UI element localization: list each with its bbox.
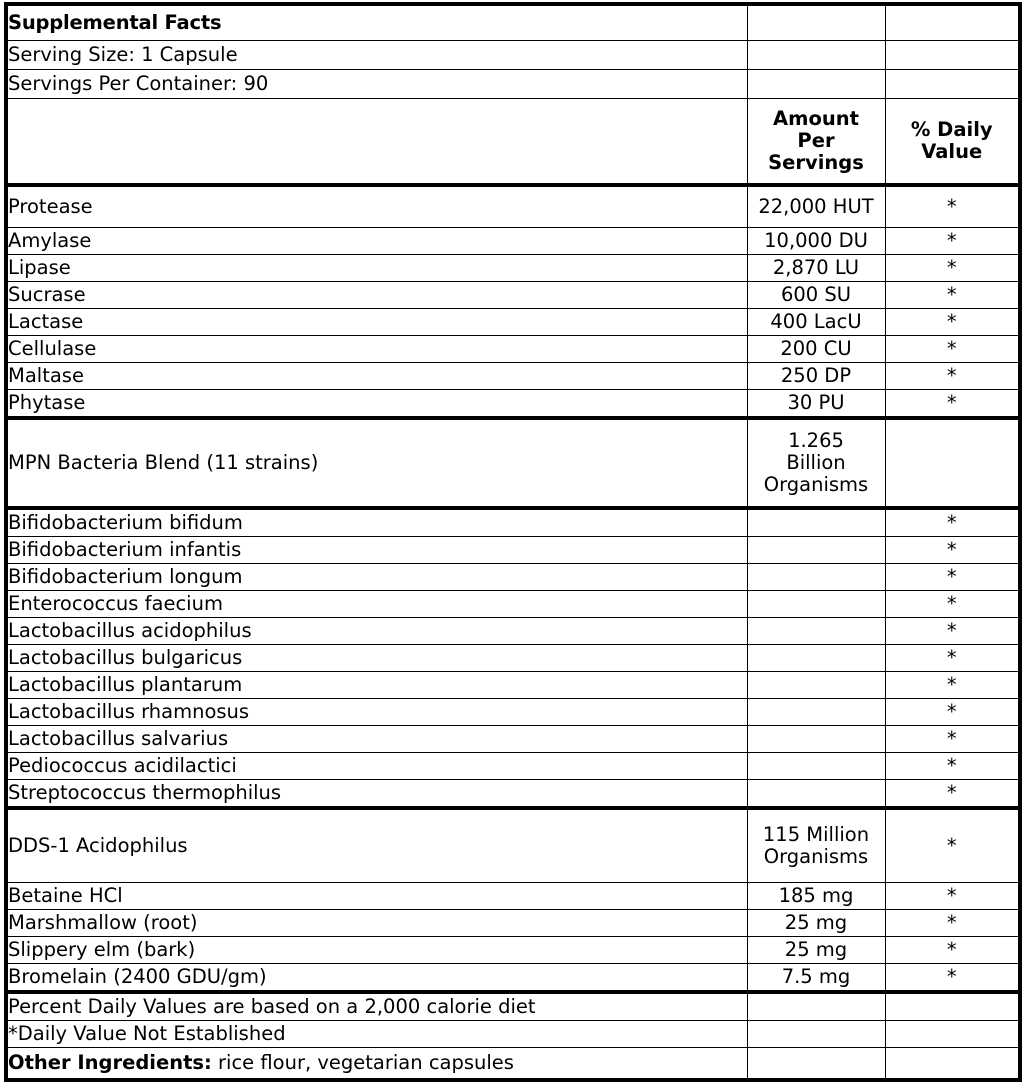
blend-amount bbox=[747, 418, 885, 508]
strain-name: Enterococcus faecium bbox=[6, 591, 747, 618]
serving-size-dv-blank bbox=[885, 41, 1020, 70]
strain-amount bbox=[747, 618, 885, 645]
other-ingredients-row bbox=[6, 1048, 1020, 1081]
ingredient-daily-value: * bbox=[885, 910, 1020, 937]
strain-daily-value: * bbox=[885, 591, 1020, 618]
column-header-row bbox=[6, 99, 1020, 186]
strain-name: Streptococcus thermophilus bbox=[6, 780, 747, 809]
strain-name: Lactobacillus bulgaricus bbox=[6, 645, 747, 672]
table-row bbox=[6, 699, 1020, 726]
title-amount-blank bbox=[747, 4, 885, 41]
table-row bbox=[6, 363, 1020, 390]
dds-daily-value: * bbox=[885, 808, 1020, 883]
table-row bbox=[6, 390, 1020, 419]
dds-amount-line1: 115 Million bbox=[762, 823, 870, 847]
ingredient-name: Maltase bbox=[6, 363, 747, 390]
ingredient-daily-value: * bbox=[885, 228, 1020, 255]
table-row bbox=[6, 282, 1020, 309]
strain-daily-value: * bbox=[885, 672, 1020, 699]
ingredient-name: Betaine HCl bbox=[6, 883, 747, 910]
strain-amount bbox=[747, 726, 885, 753]
table-body bbox=[6, 4, 1020, 1080]
ingredient-daily-value: * bbox=[885, 255, 1020, 282]
ingredient-amount: 10,000 DU bbox=[747, 228, 885, 255]
supplement-facts-table bbox=[4, 2, 1022, 1082]
table-row bbox=[6, 937, 1020, 964]
strain-name: Lactobacillus acidophilus bbox=[6, 618, 747, 645]
blend-row bbox=[6, 418, 1020, 508]
ingredient-name: Sucrase bbox=[6, 282, 747, 309]
ingredient-daily-value: * bbox=[885, 964, 1020, 993]
dds-name: DDS-1 Acidophilus bbox=[6, 808, 747, 883]
table-row bbox=[6, 780, 1020, 809]
serving-size-amount-blank bbox=[747, 41, 885, 70]
footnote-dv-blank bbox=[885, 992, 1020, 1021]
servings-dv-blank bbox=[885, 70, 1020, 99]
ingredient-daily-value: * bbox=[885, 185, 1020, 228]
table-row bbox=[6, 672, 1020, 699]
footnote-amount-blank bbox=[747, 992, 885, 1021]
ingredient-daily-value: * bbox=[885, 336, 1020, 363]
strain-daily-value: * bbox=[885, 753, 1020, 780]
ingredient-amount: 200 CU bbox=[747, 336, 885, 363]
table-row bbox=[6, 645, 1020, 672]
ingredient-amount: 7.5 mg bbox=[747, 964, 885, 993]
other-amount-blank bbox=[747, 1048, 885, 1081]
strain-daily-value: * bbox=[885, 645, 1020, 672]
ingredient-amount: 25 mg bbox=[747, 937, 885, 964]
footnote-row bbox=[6, 1021, 1020, 1048]
ingredient-name: Amylase bbox=[6, 228, 747, 255]
other-ingredients-value: rice flour, vegetarian capsules bbox=[211, 1051, 514, 1075]
table-row bbox=[6, 753, 1020, 780]
column-header-amount bbox=[747, 99, 885, 186]
column-header-dv-line1: % Daily bbox=[910, 118, 993, 142]
strain-amount bbox=[747, 780, 885, 809]
table-row bbox=[6, 564, 1020, 591]
dds-row bbox=[6, 808, 1020, 883]
page-title: Supplemental Facts bbox=[6, 4, 747, 41]
strain-amount bbox=[747, 753, 885, 780]
strain-amount bbox=[747, 699, 885, 726]
ingredient-amount: 600 SU bbox=[747, 282, 885, 309]
blend-amount-line3: Organisms bbox=[763, 472, 869, 496]
strain-daily-value: * bbox=[885, 564, 1020, 591]
strain-name: Lactobacillus salvarius bbox=[6, 726, 747, 753]
strain-name: Lactobacillus rhamnosus bbox=[6, 699, 747, 726]
strain-amount bbox=[747, 672, 885, 699]
supplement-facts-label bbox=[4, 2, 1018, 1082]
dds-amount bbox=[747, 808, 885, 883]
column-header-daily-value bbox=[885, 99, 1020, 186]
ingredient-daily-value: * bbox=[885, 883, 1020, 910]
strain-amount bbox=[747, 564, 885, 591]
strain-name: Bifidobacterium bifidum bbox=[6, 508, 747, 537]
blend-amount-line1: 1.265 bbox=[788, 429, 844, 453]
table-row bbox=[6, 255, 1020, 282]
column-header-dv-line2: Value bbox=[921, 140, 983, 163]
table-row bbox=[6, 537, 1020, 564]
footnote-amount-blank bbox=[747, 1021, 885, 1048]
servings-per-container-row bbox=[6, 70, 1020, 99]
title-dv-blank bbox=[885, 4, 1020, 41]
column-header-name-blank bbox=[6, 99, 747, 186]
table-row bbox=[6, 185, 1020, 228]
ingredient-name: Lactase bbox=[6, 309, 747, 336]
ingredient-daily-value: * bbox=[885, 282, 1020, 309]
footnote-text: *Daily Value Not Established bbox=[6, 1021, 747, 1048]
column-header-amount-line1: Amount bbox=[773, 107, 859, 131]
table-row bbox=[6, 883, 1020, 910]
serving-size-row bbox=[6, 41, 1020, 70]
footnote-dv-blank bbox=[885, 1021, 1020, 1048]
column-header-amount-line3: Servings bbox=[768, 150, 864, 174]
servings-per-container-text: Servings Per Container: 90 bbox=[6, 70, 747, 99]
other-dv-blank bbox=[885, 1048, 1020, 1081]
servings-amount-blank bbox=[747, 70, 885, 99]
ingredient-daily-value: * bbox=[885, 390, 1020, 419]
ingredient-amount: 2,870 LU bbox=[747, 255, 885, 282]
strain-daily-value: * bbox=[885, 726, 1020, 753]
table-row bbox=[6, 618, 1020, 645]
ingredient-name: Marshmallow (root) bbox=[6, 910, 747, 937]
ingredient-daily-value: * bbox=[885, 363, 1020, 390]
footnote-text: Percent Daily Values are based on a 2,000 calorie diet bbox=[6, 992, 747, 1021]
ingredient-amount: 30 PU bbox=[747, 390, 885, 419]
other-ingredients-label: Other Ingredients: bbox=[8, 1051, 212, 1075]
ingredient-amount: 185 mg bbox=[747, 883, 885, 910]
strain-daily-value: * bbox=[885, 508, 1020, 537]
ingredient-name: Protease bbox=[6, 185, 747, 228]
strain-daily-value: * bbox=[885, 780, 1020, 809]
table-row bbox=[6, 336, 1020, 363]
serving-size-text: Serving Size: 1 Capsule bbox=[6, 41, 747, 70]
table-row bbox=[6, 591, 1020, 618]
table-row bbox=[6, 508, 1020, 537]
strain-amount bbox=[747, 591, 885, 618]
strain-amount bbox=[747, 537, 885, 564]
ingredient-name: Bromelain (2400 GDU/gm) bbox=[6, 964, 747, 993]
ingredient-name: Slippery elm (bark) bbox=[6, 937, 747, 964]
ingredient-amount: 400 LacU bbox=[747, 309, 885, 336]
strain-amount bbox=[747, 645, 885, 672]
ingredient-daily-value: * bbox=[885, 309, 1020, 336]
strain-name: Bifidobacterium infantis bbox=[6, 537, 747, 564]
strain-name: Pediococcus acidilactici bbox=[6, 753, 747, 780]
ingredient-name: Phytase bbox=[6, 390, 747, 419]
blend-name: MPN Bacteria Blend (11 strains) bbox=[6, 418, 747, 508]
strain-daily-value: * bbox=[885, 537, 1020, 564]
footnote-row bbox=[6, 992, 1020, 1021]
table-row bbox=[6, 228, 1020, 255]
strain-amount bbox=[747, 508, 885, 537]
blend-daily-value bbox=[885, 418, 1020, 508]
ingredient-amount: 250 DP bbox=[747, 363, 885, 390]
strain-name: Bifidobacterium longum bbox=[6, 564, 747, 591]
ingredient-name: Lipase bbox=[6, 255, 747, 282]
title-row bbox=[6, 4, 1020, 41]
other-ingredients bbox=[6, 1048, 747, 1081]
strain-daily-value: * bbox=[885, 618, 1020, 645]
table-row bbox=[6, 910, 1020, 937]
ingredient-daily-value: * bbox=[885, 937, 1020, 964]
ingredient-amount: 25 mg bbox=[747, 910, 885, 937]
strain-name: Lactobacillus plantarum bbox=[6, 672, 747, 699]
strain-daily-value: * bbox=[885, 699, 1020, 726]
dds-amount-line2: Organisms bbox=[763, 845, 869, 868]
table-row bbox=[6, 964, 1020, 993]
blend-amount-line2: Billion bbox=[786, 451, 846, 475]
ingredient-name: Cellulase bbox=[6, 336, 747, 363]
table-row bbox=[6, 309, 1020, 336]
column-header-amount-line2: Per bbox=[797, 129, 835, 153]
table-row bbox=[6, 726, 1020, 753]
ingredient-amount: 22,000 HUT bbox=[747, 185, 885, 228]
